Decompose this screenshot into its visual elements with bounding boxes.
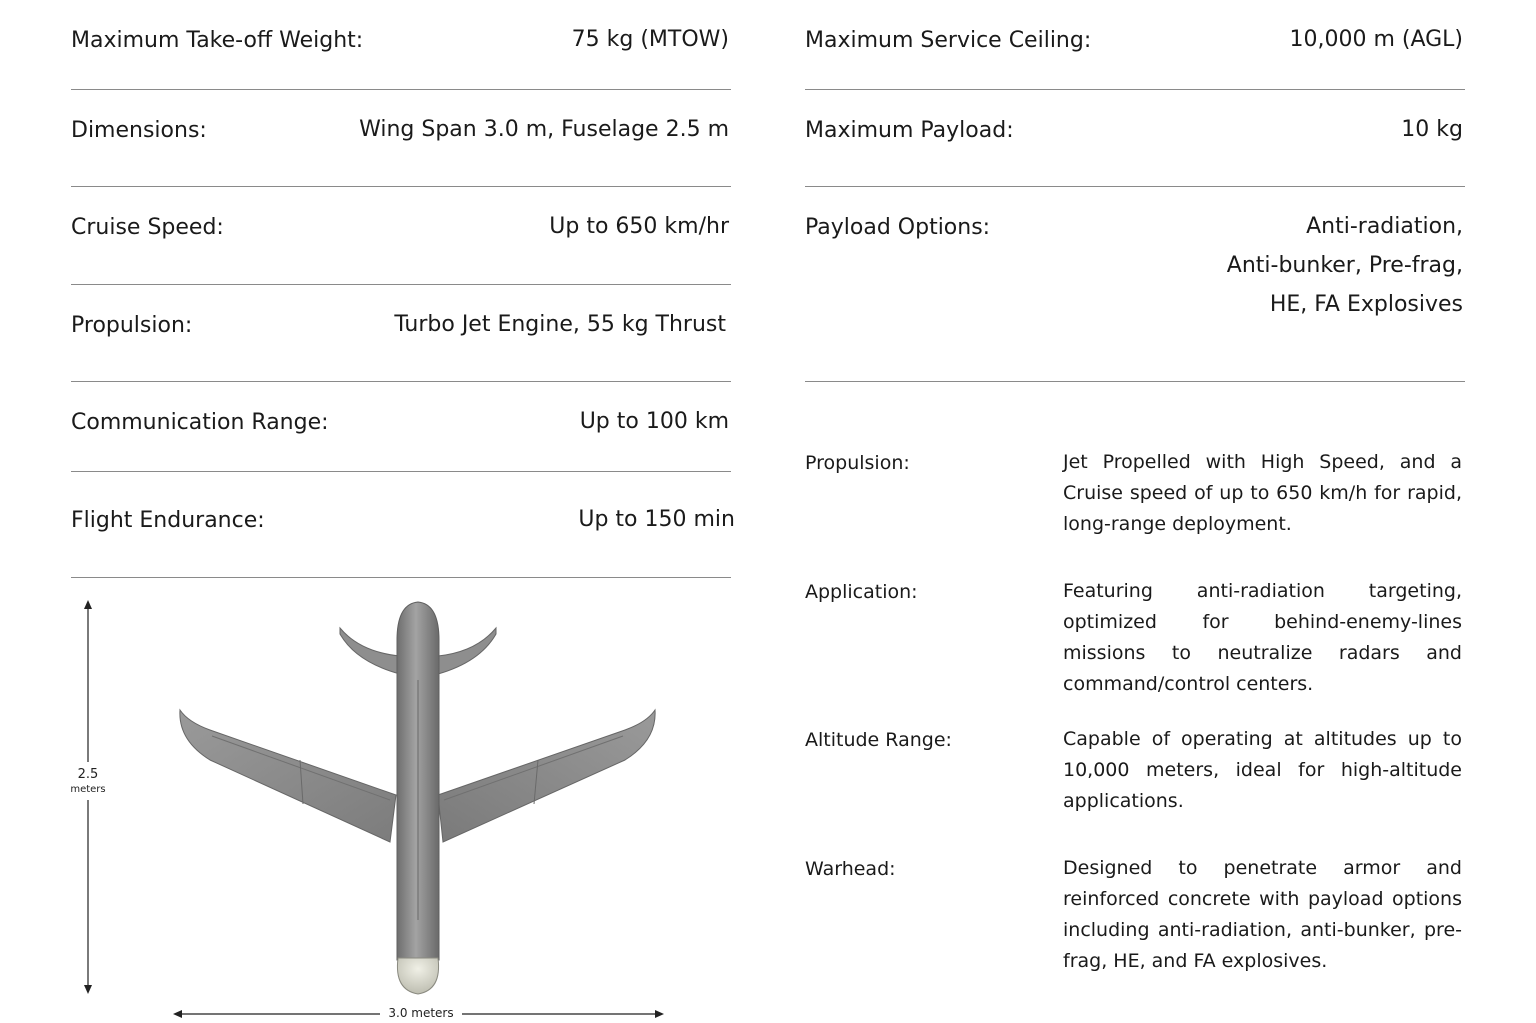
detail-text: Designed to penetrate armor and reinforced concrete with payload options including anti-radiation, anti-bunker, pre-frag, HE, and FA explosives.	[1063, 857, 1462, 972]
spec-value: Wing Span 3.0 m, Fuselage 2.5 m	[359, 117, 729, 142]
spec-label: Maximum Payload:	[805, 118, 1014, 143]
left-spec-table	[71, 0, 735, 578]
height-dimension-line	[84, 600, 92, 994]
left-wing	[180, 710, 396, 842]
spec-value: Turbo Jet Engine, 55 kg Thrust	[394, 312, 726, 337]
spec-value: 10 kg	[1401, 117, 1463, 142]
arrow-left-icon	[173, 1010, 182, 1018]
detail-label: Application:	[805, 581, 918, 603]
spec-label: Maximum Take-off Weight:	[71, 28, 364, 53]
payload-option-line: Anti-bunker, Pre-frag,	[1226, 253, 1463, 278]
spec-label: Payload Options:	[805, 215, 991, 240]
nose-cone	[397, 958, 438, 994]
spec-value: Up to 150 min	[578, 507, 735, 532]
spec-row-flight-endurance	[71, 472, 735, 578]
spec-value: 75 kg (MTOW)	[571, 27, 729, 52]
spec-row-communication-range	[71, 382, 731, 472]
spec-label: Flight Endurance:	[71, 508, 265, 533]
spec-row-cruise-speed	[71, 187, 731, 285]
spec-value: Up to 650 km/hr	[549, 214, 729, 239]
spec-row-propulsion	[71, 285, 731, 382]
spec-value: Up to 100 km	[579, 409, 729, 434]
height-dimension-unit: meters	[70, 784, 106, 795]
spec-label: Communication Range:	[71, 410, 329, 435]
spec-label: Maximum Service Ceiling:	[805, 28, 1092, 53]
drone-diagram	[60, 590, 680, 1023]
spec-row-service-ceiling	[805, 0, 1465, 90]
width-dimension-label: 3.0 meters	[380, 1006, 462, 1020]
spec-label: Propulsion:	[71, 313, 193, 338]
right-wing	[438, 710, 655, 842]
detail-text: Featuring anti-radiation targeting, optimized for behind-enemy-lines missions to neutralize radars and command/control centers.	[1063, 580, 1462, 695]
spec-row-payload-options	[805, 187, 1465, 382]
spec-row-max-payload	[805, 90, 1465, 187]
arrow-up-icon	[84, 600, 92, 609]
arrow-right-icon	[655, 1010, 664, 1018]
spec-label: Cruise Speed:	[71, 215, 224, 240]
arrow-down-icon	[84, 985, 92, 994]
detail-label: Warhead:	[805, 858, 896, 880]
spec-label: Dimensions:	[71, 118, 207, 143]
payload-option-line: Anti-radiation,	[1306, 214, 1463, 239]
payload-option-line: HE, FA Explosives	[1269, 292, 1463, 317]
spec-value: 10,000 m (AGL)	[1289, 27, 1463, 52]
spec-row-dimensions	[71, 90, 731, 187]
spec-row-mtow	[71, 0, 731, 90]
detail-label: Altitude Range:	[805, 729, 952, 751]
detail-text: Jet Propelled with High Speed, and a Cruise speed of up to 650 km/h for rapid, long-range deployment.	[1063, 451, 1462, 535]
right-spec-table	[805, 0, 1465, 382]
spec-value-multiline	[1227, 207, 1463, 324]
height-dimension-value: 2.5	[77, 767, 99, 782]
detail-label: Propulsion:	[805, 452, 910, 474]
detail-text: Capable of operating at altitudes up to 10,000 meters, ideal for high-altitude applications.	[1063, 728, 1462, 812]
